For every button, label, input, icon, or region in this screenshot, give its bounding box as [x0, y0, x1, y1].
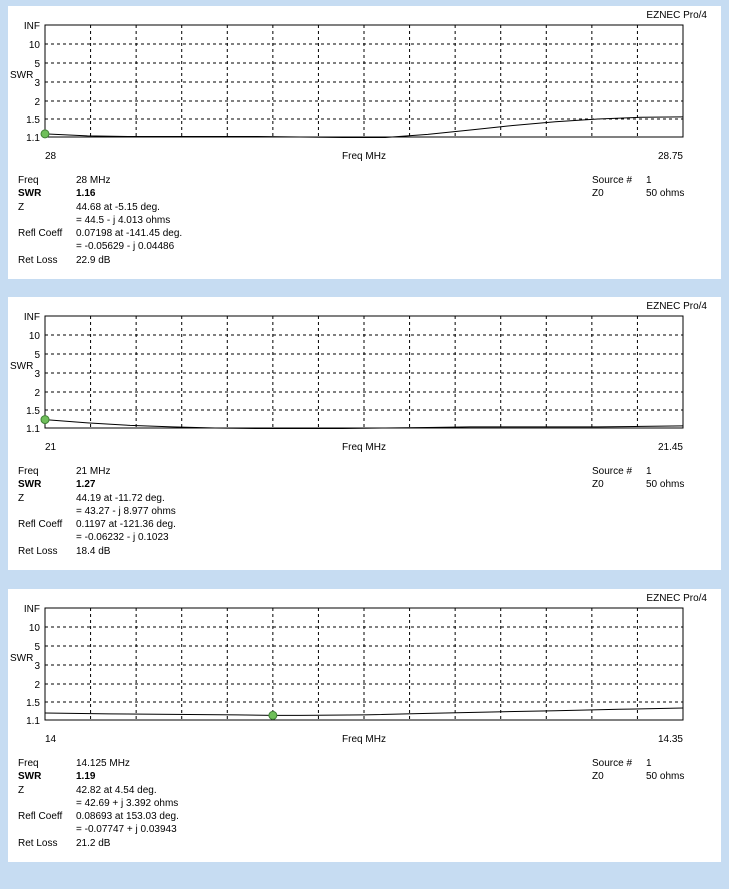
z0-label: Z0 — [592, 479, 604, 491]
z-label: Z — [18, 492, 25, 504]
refl-rect: = -0.06232 - j 0.1023 — [76, 532, 169, 544]
z0-value: 50 ohms — [646, 479, 685, 491]
z0-label: Z0 — [592, 188, 604, 200]
y-tick-label: 10 — [28, 623, 40, 634]
y-tick-label: INF — [23, 21, 40, 32]
x-tick-label: 14 — [45, 734, 57, 745]
swr-chart — [8, 297, 721, 467]
app-name: EZNEC Pro/4 — [646, 593, 707, 604]
source-value: 1 — [646, 466, 652, 477]
ret-loss-value: 21.2 dB — [76, 837, 111, 849]
app-name: EZNEC Pro/4 — [646, 10, 707, 21]
refl-polar: 0.08693 at 153.03 deg. — [76, 811, 179, 823]
z0-value: 50 ohms — [646, 188, 685, 200]
swr-chart — [8, 589, 721, 759]
x-tick-label: 14.35 — [657, 734, 683, 745]
x-axis-label: Freq MHz — [342, 151, 386, 162]
x-axis-label: Freq MHz — [342, 734, 386, 745]
y-axis-label: SWR — [10, 70, 34, 81]
swr-panel-21mhz — [8, 297, 721, 570]
source-label: Source # — [592, 758, 633, 769]
z-label: Z — [18, 784, 25, 796]
refl-label: Refl Coeff — [18, 228, 63, 240]
source-label: Source # — [592, 466, 633, 477]
refl-label: Refl Coeff — [18, 519, 63, 531]
y-tick-label: 2 — [34, 97, 40, 108]
refl-polar: 0.07198 at -141.45 deg. — [76, 228, 183, 240]
refl-polar: 0.1197 at -121.36 deg. — [76, 519, 176, 531]
y-tick-label: 1.1 — [26, 133, 40, 144]
y-axis-label: SWR — [10, 361, 34, 372]
frequency-marker — [41, 130, 49, 138]
swr-panel-14mhz — [8, 589, 721, 862]
ret-loss-label: Ret Loss — [18, 837, 58, 849]
x-tick-label: 28 — [45, 151, 57, 162]
freq-value: 28 MHz — [76, 175, 111, 186]
z-rect: = 43.27 - j 8.977 ohms — [76, 505, 176, 517]
swr-label: SWR — [18, 479, 42, 491]
y-tick-label: 1.5 — [26, 406, 40, 417]
freq-value: 21 MHz — [76, 466, 111, 477]
y-tick-label: 3 — [34, 661, 40, 672]
y-tick-label: 2 — [34, 388, 40, 399]
y-tick-label: 5 — [34, 59, 40, 70]
source-value: 1 — [646, 758, 652, 769]
refl-rect: = -0.05629 - j 0.04486 — [76, 241, 175, 253]
freq-value: 14.125 MHz — [76, 758, 130, 769]
y-tick-label: 1.1 — [26, 424, 40, 435]
freq-label: Freq — [18, 175, 39, 186]
z-polar: 44.19 at -11.72 deg. — [76, 492, 165, 504]
freq-label: Freq — [18, 466, 39, 477]
x-tick-label: 28.75 — [657, 151, 683, 162]
info-block — [18, 465, 176, 558]
swr-panel-28mhz — [8, 6, 721, 279]
x-tick-label: 21.45 — [657, 442, 683, 453]
swr-value: 1.19 — [76, 771, 96, 783]
refl-rect: = -0.07747 + j 0.03943 — [76, 824, 177, 836]
ret-loss-label: Ret Loss — [18, 545, 58, 557]
source-block — [592, 757, 700, 784]
info-block — [18, 757, 179, 850]
frequency-marker — [269, 711, 277, 719]
y-tick-label: 5 — [34, 642, 40, 653]
source-label: Source # — [592, 175, 633, 186]
ret-loss-value: 18.4 dB — [76, 545, 111, 557]
x-axis-label: Freq MHz — [342, 442, 386, 453]
y-tick-label: 3 — [34, 78, 40, 89]
ret-loss-value: 22.9 dB — [76, 254, 111, 266]
app-name: EZNEC Pro/4 — [646, 301, 707, 312]
source-block — [592, 465, 700, 492]
y-tick-label: INF — [23, 604, 40, 615]
y-tick-label: 1.5 — [26, 115, 40, 126]
swr-value: 1.27 — [76, 479, 96, 491]
y-tick-label: 5 — [34, 350, 40, 361]
ret-loss-label: Ret Loss — [18, 254, 58, 266]
swr-chart — [8, 6, 721, 176]
z-polar: 42.82 at 4.54 deg. — [76, 784, 157, 796]
swr-value: 1.16 — [76, 188, 96, 200]
source-value: 1 — [646, 175, 652, 186]
y-axis-label: SWR — [10, 653, 34, 664]
z-rect: = 44.5 - j 4.013 ohms — [76, 214, 171, 226]
info-block — [18, 174, 182, 267]
swr-label: SWR — [18, 771, 42, 783]
swr-label: SWR — [18, 188, 42, 200]
y-tick-label: INF — [23, 312, 40, 323]
refl-label: Refl Coeff — [18, 811, 63, 823]
y-tick-label: 1.1 — [26, 716, 40, 727]
y-tick-label: 3 — [34, 369, 40, 380]
source-block — [592, 174, 700, 201]
x-tick-label: 21 — [45, 442, 57, 453]
y-tick-label: 2 — [34, 680, 40, 691]
z0-value: 50 ohms — [646, 771, 685, 783]
y-tick-label: 10 — [28, 331, 40, 342]
frequency-marker — [41, 416, 49, 424]
freq-label: Freq — [18, 758, 39, 769]
z-label: Z — [18, 201, 25, 213]
y-tick-label: 10 — [28, 40, 40, 51]
z0-label: Z0 — [592, 771, 604, 783]
y-tick-label: 1.5 — [26, 698, 40, 709]
z-polar: 44.68 at -5.15 deg. — [76, 201, 160, 213]
z-rect: = 42.69 + j 3.392 ohms — [76, 797, 179, 809]
